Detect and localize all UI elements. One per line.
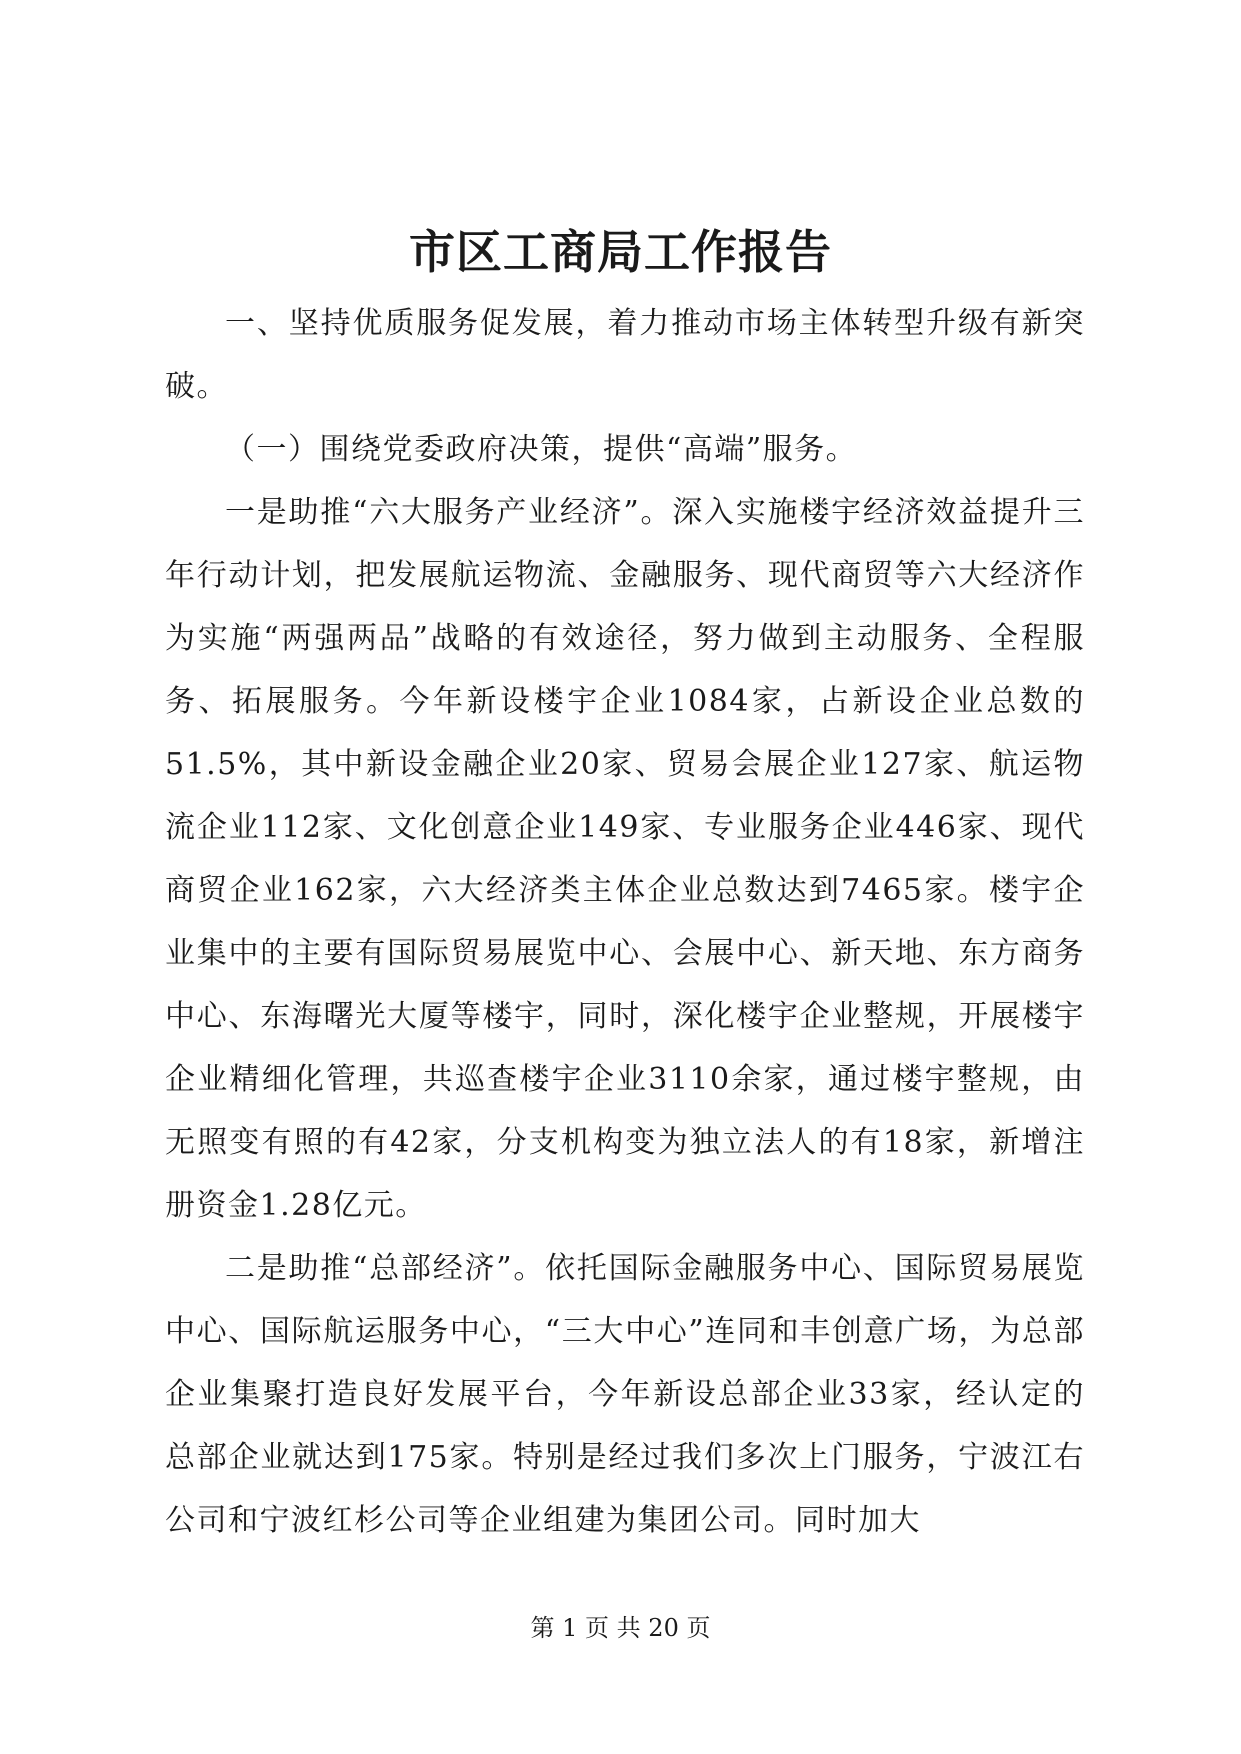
paragraph-section-heading: 一、坚持优质服务促发展，着力推动市场主体转型升级有新突破。 [165, 306, 1085, 404]
document-body [165, 292, 1085, 1552]
document-title: 市区工商局工作报告 [409, 225, 832, 279]
paragraph-six-industries: 一是助推“六大服务产业经济”。深入实施楼宇经济效益提升三年行动计划，把发展航运物流、金融服务、现代商贸等六大经济作为实施“两强两品”战略的有效途径，努力做到主动服务、全程服务、拓展服务。今年新设楼宇企业1084家，占新设企业总数的51.5%，其中新设金融企业20家、贸易会展企业127家、航运物流企业112家、文化创意企业149家、专业服务企业446家、现代商贸企业162家，六大经济类主体企业总数达到7465家。楼宇企业集中的主要有国际贸易展览中心、会展中心、新天地、东方商务中心、东海曙光大厦等楼宇，同时，深化楼宇企业整规，开展楼宇企业精细化管理，共巡查楼宇企业3110余家，通过楼宇整规，由无照变有照的有42家，分支机构变为独立法人的有18家，新增注册资金1.28亿元。 [165, 495, 1085, 1223]
paragraph-subsection-heading: （一）围绕党委政府决策，提供“高端”服务。 [225, 432, 858, 467]
page-number-footer: 第 1 页 共 20 页 [530, 1614, 711, 1642]
paragraph-headquarters-economy: 二是助推“总部经济”。依托国际金融服务中心、国际贸易展览中心、国际航运服务中心，“三大中心”连同和丰创意广场，为总部企业集聚打造良好发展平台，今年新设总部企业33家，经认定的总部企业就达到175家。特别是经过我们多次上门服务，宁波江右公司和宁波红杉公司等企业组建为集团公司。同时加大 [165, 1251, 1085, 1538]
